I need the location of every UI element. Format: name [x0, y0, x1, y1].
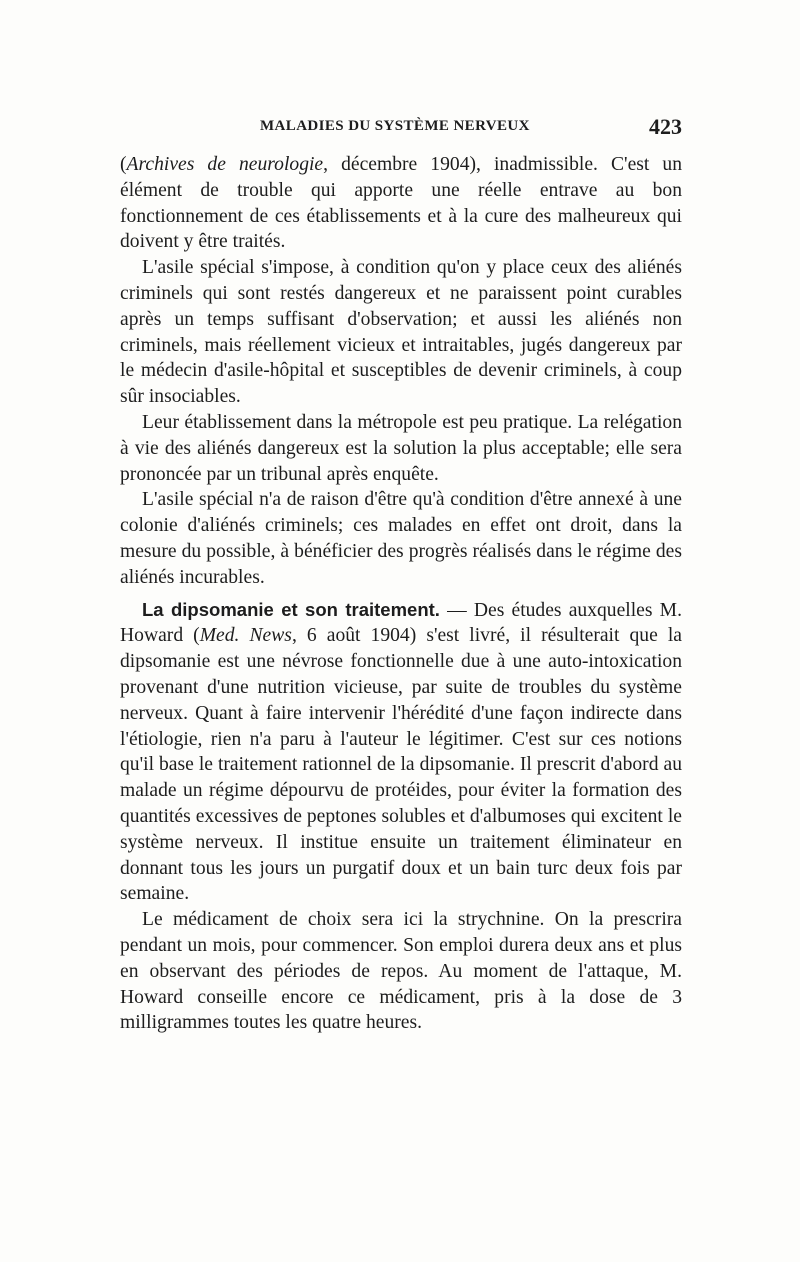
italic-source-med-news: Med. News [199, 625, 292, 647]
open-paren: ( [120, 154, 127, 175]
paragraph-6: Le médicament de choix sera ici la strychnine. On la prescrira pendant un mois, pour commencer. Son emploi durera deux ans et plus en observant des périodes de repos. Au moment de l'attaque, M. Howard conseille encore ce médicament, pris à la dose de 3 milligrammes toutes les quatre heures. [120, 909, 682, 1034]
paragraph-4: L'asile spécial n'a de raison d'être qu'à condition d'être annexé à une colonie d'aliénés criminels; ces malades en effet ont droit, dans la mesure du possible, à bénéficier des progrès réalisés dans le régime des aliénés incurables. [120, 489, 682, 588]
section-heading-dipsomanie: La dipsomanie et son traitement. [142, 598, 440, 620]
paragraph-3: Leur établissement dans la métropole est peu pratique. La relégation à vie des aliénés dangereux est la solution la plus acceptable; elle sera prononcée par un tribunal après enquête. [120, 411, 682, 485]
paragraph-5 [120, 597, 682, 908]
running-title: MALADIES DU SYSTÈME NERVEUX [260, 118, 530, 134]
paragraph-5-text-b: , 6 août 1904) s'est livré, il résulterait que la dipsomanie est une névrose fonctionnelle due à une auto-intoxication provenant d'une nutrition vicieuse, par suite de troubles du système nerveux. Quant à faire intervenir l'hérédité d'une façon indirecte dans l'étiologie, rien n'a paru à l'auteur le légitimer. C'est sur ces notions qu'il base le traitement rationnel de la dipsomanie. Il prescrit d'abord au malade un régime dépourvu de protéides, pour éviter la formation des quantités excessives de peptones solubles et d'albumoses qui excitent le système nerveux. Il institue ensuite un traitement éliminateur en donnant tous les jours un purgatif doux et un bain turc deux fois par semaine. [120, 625, 682, 905]
page-header [120, 114, 682, 144]
italic-source-archives: Archives de neurologie [126, 154, 324, 175]
paragraph-1 [120, 152, 682, 255]
paragraph-5-text-a: Des études auxquelles M. Howard ( [120, 599, 682, 647]
body-text [120, 152, 682, 1036]
paragraph-1-text: , décembre 1904), inadmissible. C'est un élément de trouble qui apporte une réelle entrave au bon fonctionnement de ces établissements et à la cure des malheureux qui doivent y être traités. [120, 154, 682, 253]
page-number: 423 [649, 114, 682, 139]
paragraph-2: L'asile spécial s'impose, à condition qu'on y place ceux des aliénés criminels qui sont restés dangereux et ne paraissent point curables après un temps suffisant d'observation; et aussi les aliénés non criminels, mais réellement vicieux et intraitables, jugés dangereux par le médecin d'asile-hôpital et susceptibles de devenir criminels, à coup sûr insociables. [120, 257, 682, 408]
heading-dash: — [439, 599, 474, 621]
